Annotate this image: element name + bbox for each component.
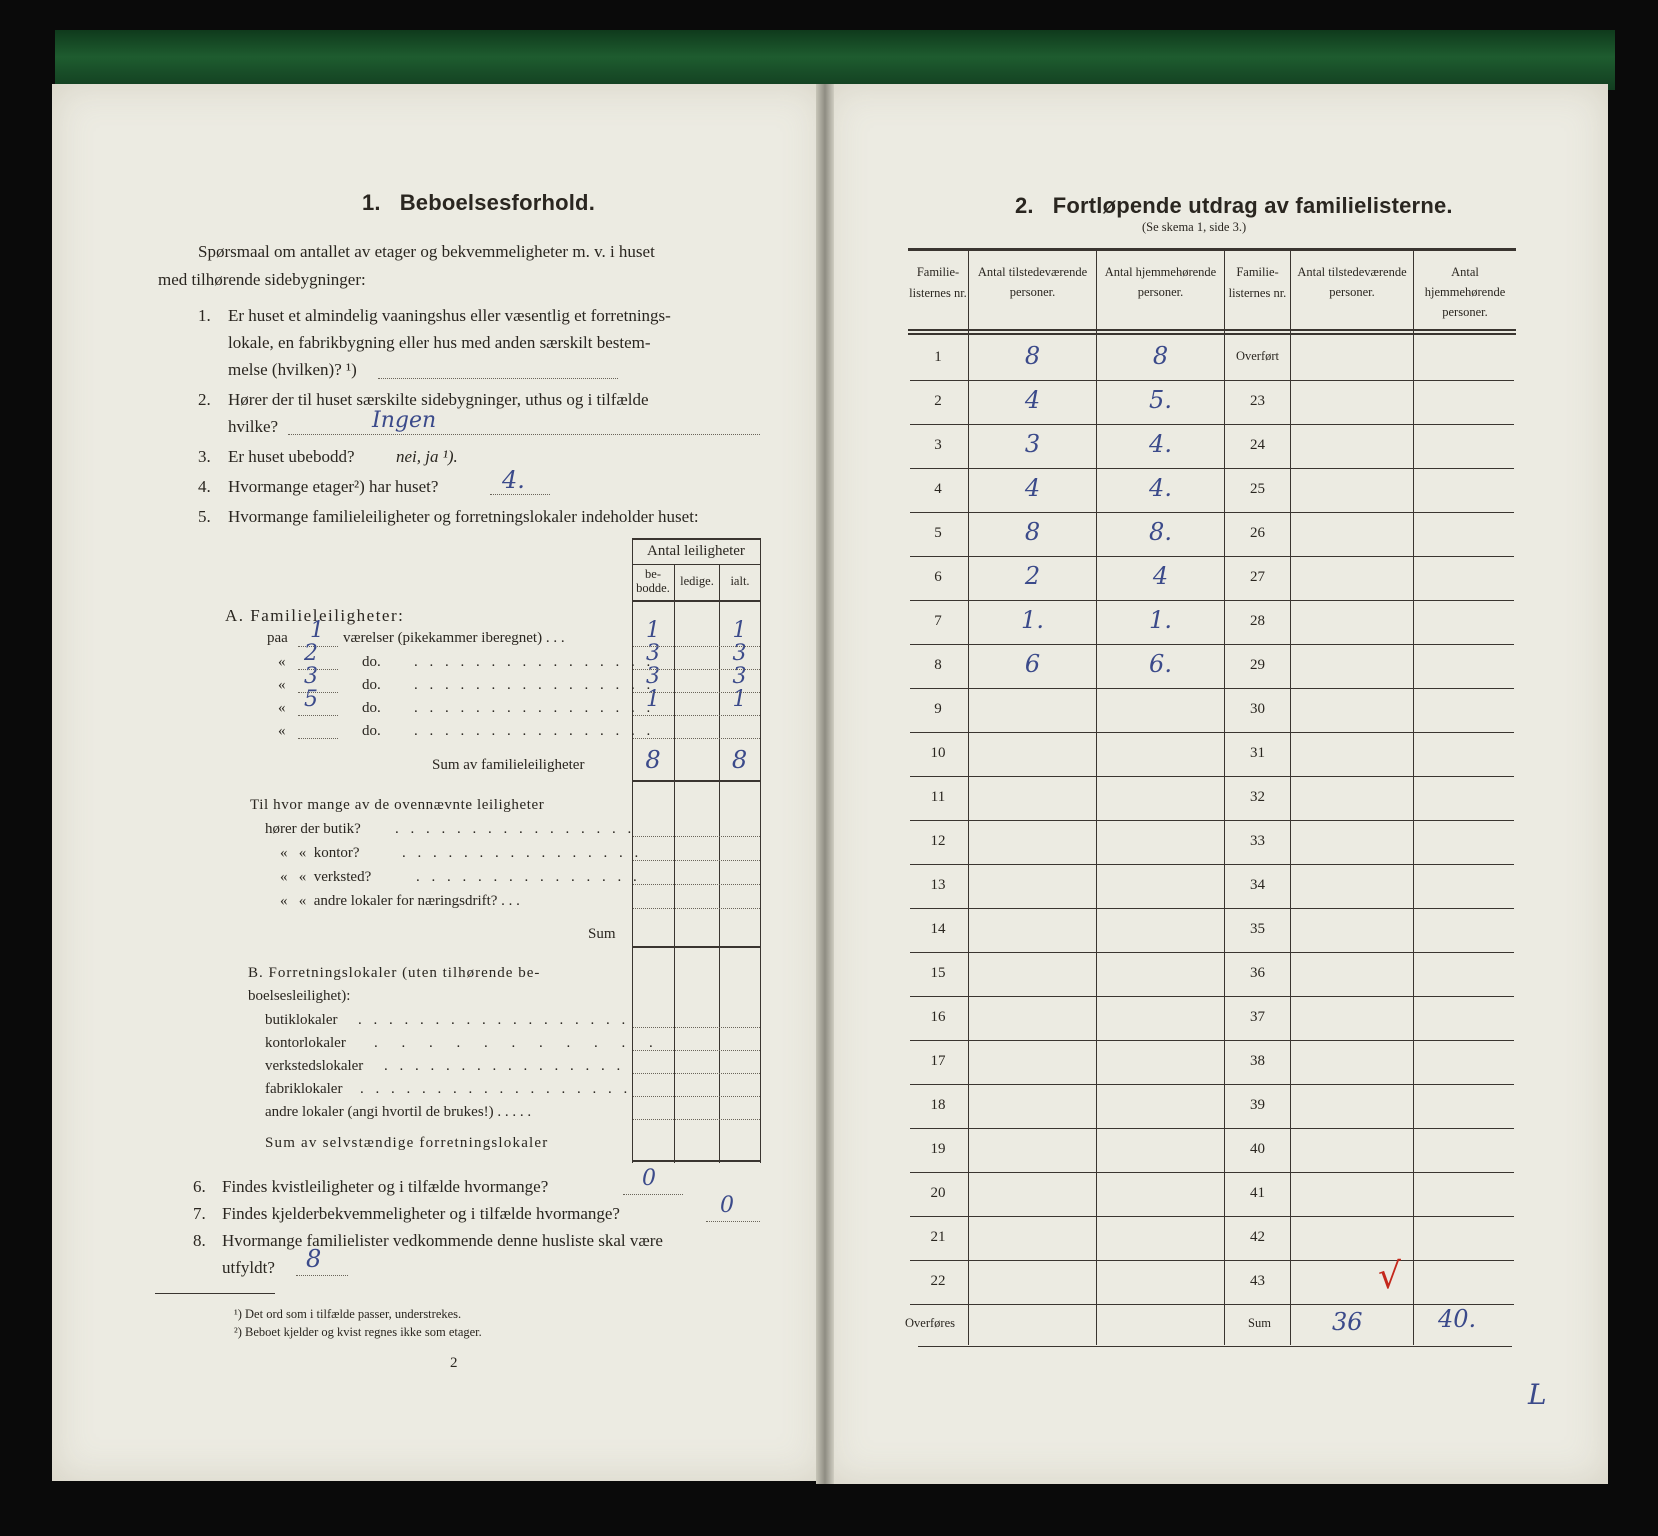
row-prefix: « [278,677,286,693]
table-row-sep [633,1096,760,1097]
extract-row-rule [910,556,1514,557]
extract-row-rule [910,1040,1514,1041]
col-bebodde-header: be-bodde. [636,567,670,595]
extract-row-rule [910,1084,1514,1085]
row-nr-right: 39 [1250,1097,1265,1113]
row-nr-right: 26 [1250,525,1265,541]
extract-row-rule [910,380,1514,381]
table-row-sep [633,1050,760,1051]
row-nr-left: 22 [930,1273,946,1289]
q3-number: 3. [198,447,211,466]
rooms-value: 2 [304,641,318,666]
sum-tilst-value: 36 [1332,1308,1363,1336]
row-nr-left: 10 [930,745,946,761]
intro-line-1: Spørsmaal om antallet av etager og bekvemmeligheter m. v. i huset [198,242,655,261]
row-prefix: « [278,700,286,716]
leader-dots: . . . . . . . . . . . . . . . . . . [360,1081,632,1097]
q3-options: nei, ja ¹). [396,447,458,466]
row-nr-left: 6 [934,569,942,585]
ialt-value: 1 [732,618,747,643]
row-nr-left: 2 [934,393,942,409]
extract-vline [968,250,969,1345]
row-nr-right: 29 [1250,657,1265,673]
footnote-1: ¹) Det ord som i tilfælde passer, understrekes. [234,1307,462,1321]
extract-bottom-rule [918,1346,1512,1347]
row-hjem-value: 5. [1149,386,1172,414]
section-2-title [1015,193,1453,219]
bebodde-value: 1 [646,687,660,712]
row-nr-right: 40 [1250,1141,1265,1157]
section-1-title [362,190,595,216]
row-hjem-value: 8 [1152,342,1169,370]
row-hjem-value: 6. [1149,650,1172,678]
extract-row-rule [910,776,1514,777]
row-nr-left: 15 [930,965,946,981]
extract-row-rule [910,424,1514,425]
rooms-dotline [298,738,338,739]
row-label: værelser (pikekammer iberegnet) . . . [343,630,565,646]
section-b-sum-label: Sum av selvstændige forretningslokaler [265,1135,549,1151]
q7-text: Findes kjelderbekvemmeligheter og i tilfælde hvormange? [222,1204,620,1223]
extract-row-rule [910,732,1514,733]
row-nr-left: 14 [930,921,946,937]
ialt-value: 3 [732,641,747,666]
table-group-header: Antal leiligheter [647,543,745,559]
leader-dots: . . . . . . . . . . . . . . . . [414,654,655,670]
header-tilst-right: Antal tilstedeværende personer. [1297,265,1407,299]
extract-table-header-rule [908,329,1516,331]
q7-number: 7. [193,1204,206,1223]
q5-number: 5. [198,507,211,526]
row-nr-right: 25 [1250,481,1265,497]
table-row-sep [633,836,760,837]
section-b-row: andre lokaler (angi hvortil de brukes!) . . . . . [265,1104,532,1120]
q1-answer-line [378,378,618,379]
leader-dots: . . . . . . . . . . . [374,1035,663,1051]
q1-line-3: melse (hvilken)? ¹) [228,360,357,379]
extract-row-rule [910,1304,1514,1305]
leader-dots: . . . . . . . . . . . . . . . . [384,1058,625,1074]
table-row-sep [633,715,760,716]
q8-answer-line [296,1275,348,1276]
shops-row-verksted: « « verksted? [280,869,372,885]
row-nr-right: 33 [1250,833,1265,849]
row-nr-right: 23 [1250,393,1265,409]
row-hjem-value: 4 [1152,562,1169,590]
table-top-rule [632,538,760,540]
row-nr-left: 17 [930,1053,946,1069]
table-row-sep [633,860,760,861]
row-nr-left: 4 [934,481,942,497]
extract-row-rule [910,996,1514,997]
row-nr-left: 21 [930,1229,946,1245]
q4-text: Hvormange etager²) har huset? [228,477,439,496]
sum-ialt-value: 8 [731,746,748,774]
extract-row-rule [910,644,1514,645]
q4-number: 4. [198,477,211,496]
header-tilst-left: Antal tilstedeværende personer. [977,265,1088,299]
row-nr-left: 1 [934,349,942,365]
extract-row-rule [910,864,1514,865]
table-row-sep [633,669,760,670]
extract-row-rule [910,952,1514,953]
header-nr-right: Familie-listernes nr. [1228,265,1287,300]
table-row-sep [633,738,760,739]
rooms-value: 5 [304,687,318,712]
extract-row-rule [910,1216,1514,1217]
extract-row-rule [910,468,1514,469]
col-ledige-header: ledige. [680,574,714,588]
table-row-sep [633,908,760,909]
shops-intro: Til hvor mange av de ovennævnte leiligheter [250,797,545,813]
row-nr-left: 16 [930,1009,946,1025]
bebodde-value: 1 [646,618,660,643]
extract-row-rule [910,512,1514,513]
row-nr-left: 7 [934,613,942,629]
row-nr-right: 36 [1250,965,1265,981]
leader-dots: . . . . . . . . . . . . . . . [416,869,641,885]
section-b-row: verkstedslokaler [265,1058,364,1074]
corner-mark: L [1528,1378,1547,1411]
shops-row-butik: hører der butik? [265,821,361,837]
row-nr-right: 35 [1250,921,1265,937]
sum-familieleiligheter-label: Sum av familieleiligheter [432,757,585,773]
section-b-row: fabriklokaler [265,1081,343,1097]
check-mark: √ [1378,1256,1401,1297]
q2-answer: Ingen [372,408,437,433]
extract-vline [1290,250,1291,1345]
row-nr-left: 11 [930,789,946,805]
shops-row-kontor: « « kontor? [280,845,360,861]
row-tilst-value: 8 [1024,342,1041,370]
leader-dots: . . . . . . . . . . . . . . . . [395,821,636,837]
extract-row-rule [910,600,1514,601]
row-nr-left: 20 [930,1185,946,1201]
table-header-bottom-rule [632,600,760,602]
section-2-subtitle: (Se skema 1, side 3.) [1142,220,1247,234]
col-ialt-header: ialt. [730,574,750,588]
row-label: do. [362,700,381,716]
sum-hjem-value: 40. [1438,1305,1477,1333]
table-subheader-rule [632,564,760,565]
q2-line-2: hvilke? [228,417,279,436]
row-nr-left: 9 [934,701,942,717]
rooms-value: 1 [310,618,324,643]
row-tilst-value: 4 [1024,386,1041,414]
section-a-title: A. Familieleiligheter: [225,606,405,625]
extract-row-rule [910,1128,1514,1129]
shops-sum-label: Sum [588,926,616,942]
sum-a-rule [632,780,760,782]
row-nr-right: 34 [1250,877,1265,893]
ialt-value: 1 [732,687,747,712]
bebodde-value: 3 [646,664,660,689]
section-number: 2. [1015,193,1034,218]
row-nr-left: 3 [934,437,942,453]
section-title-text: Fortløpende utdrag av familielisterne. [1052,193,1453,218]
leader-dots: . . . . . . . . . . . . . . . . . . [358,1012,630,1028]
rooms-value: 3 [304,664,318,689]
row-hjem-value: 4. [1149,430,1172,458]
q8-line-1: Hvormange familielister vedkommende denne husliste skal være [222,1231,663,1250]
row-nr-left: 5 [934,525,942,541]
row-nr-left: 12 [930,833,946,849]
q1-number: 1. [198,306,211,325]
header-hjem-right: Antal hjemmehørende personer. [1424,265,1506,319]
q4-answer-line [490,494,550,495]
ialt-value: 3 [732,664,747,689]
row-nr-left: 8 [934,657,942,673]
q4-answer: 4. [502,466,525,494]
row-hjem-value: 4. [1149,474,1172,502]
row-nr-right: 24 [1250,437,1265,453]
row-hjem-value: 8. [1149,518,1172,546]
extract-table-top-rule [908,248,1516,251]
row-nr-right: Overført [1235,349,1280,363]
footer-overfores: Overføres [905,1316,955,1330]
shops-row-andre: « « andre lokaler for næringsdrift? . . . [280,893,520,909]
table-row-sep [633,1027,760,1028]
q2-number: 2. [198,390,211,409]
row-tilst-value: 4 [1024,474,1041,502]
bebodde-value: 3 [646,641,660,666]
extract-table-header-rule-2 [908,333,1516,335]
q3-text: Er huset ubebodd? [228,447,355,466]
intro-line-2: med tilhørende sidebygninger: [158,270,366,289]
row-nr-right: 32 [1250,789,1265,805]
q8-answer: 8 [306,1245,322,1273]
sum-bebodde-value: 8 [645,746,661,774]
row-prefix: paa [267,630,288,646]
row-tilst-value: 6 [1024,650,1041,678]
row-prefix: « [278,723,286,739]
row-nr-right: 28 [1250,613,1265,629]
extract-row-rule [910,688,1514,689]
row-tilst-value: 1. [1021,606,1044,634]
rooms-dotline [298,715,338,716]
q2-answer-line [288,434,760,435]
row-nr-left: 18 [930,1097,946,1113]
q8-number: 8. [193,1231,206,1250]
left-page [52,84,824,1481]
extract-row-rule [910,1260,1514,1261]
leader-dots: . . . . . . . . . . . . . . . . [414,723,655,739]
q5-text: Hvormange familieleiligheter og forretningslokaler indeholder huset: [228,507,699,526]
page-number: 2 [450,1355,458,1371]
row-tilst-value: 3 [1024,430,1041,458]
section-b-row: kontorlokaler [265,1035,346,1051]
section-b-row: butiklokaler [265,1012,338,1028]
extract-vline [1096,250,1097,1345]
leader-dots: . . . . . . . . . . . . . . . . [402,845,643,861]
row-nr-right: 42 [1250,1229,1265,1245]
row-nr-left: 13 [930,877,946,893]
sum-shops-rule [632,946,760,948]
row-nr-right: 37 [1250,1009,1265,1025]
table-row-sep [633,646,760,647]
row-nr-right: 30 [1250,701,1265,717]
row-label: do. [362,654,381,670]
table-row-sep [633,884,760,885]
row-nr-right: 38 [1250,1053,1265,1069]
archive-background-band [55,30,1615,90]
row-nr-left: 19 [930,1141,946,1157]
extract-row-rule [910,820,1514,821]
row-tilst-value: 8 [1024,518,1041,546]
section-b-title-1: B. Forretningslokaler (uten tilhørende be- [248,965,541,981]
row-label: do. [362,677,381,693]
q1-line-1: Er huset et almindelig vaaningshus eller væsentlig et forretnings- [228,306,671,325]
extract-row-rule [910,1172,1514,1173]
row-prefix: « [278,654,286,670]
q7-answer-line [706,1221,760,1222]
section-b-title-2: boelsesleilighet): [248,988,351,1004]
sum-b-rule [632,1160,760,1162]
row-nr-right: 31 [1250,745,1265,761]
extract-row-rule [910,908,1514,909]
section-number: 1. [362,190,381,215]
header-nr-left: Familie-listernes nr. [909,265,967,300]
footer-sum: Sum [1248,1316,1271,1330]
row-hjem-value: 1. [1149,606,1172,634]
table-row-sep [633,1119,760,1120]
q6-number: 6. [193,1177,206,1196]
q1-line-2: lokale, en fabrikbygning eller hus med anden særskilt bestem- [228,333,651,352]
book-spine [816,84,834,1484]
footnote-2: ²) Beboet kjelder og kvist regnes ikke som etager. [234,1325,482,1339]
row-tilst-value: 2 [1024,562,1041,590]
extract-vline [1413,250,1414,1345]
q6-answer-line [623,1194,683,1195]
leader-dots: . . . . . . . . . . . . . . . . [414,677,655,693]
section-title-text: Beboelsesforhold. [399,190,596,215]
row-nr-right: 43 [1250,1273,1265,1289]
table-row-sep [633,692,760,693]
q6-answer: 0 [642,1166,656,1191]
q8-line-2: utfyldt? [222,1258,275,1277]
table-vline-4 [760,538,761,1163]
q6-text: Findes kvistleiligheter og i tilfælde hvormange? [222,1177,549,1196]
table-row-sep [633,1073,760,1074]
footnote-rule [155,1293,275,1294]
leader-dots: . . . . . . . . . . . . . . . . [414,700,655,716]
row-nr-right: 27 [1250,569,1265,585]
q7-answer: 0 [720,1193,734,1218]
header-hjem-left: Antal hjemmehørende personer. [1104,265,1217,299]
row-label: do. [362,723,381,739]
row-nr-right: 41 [1250,1185,1265,1201]
q2-line-1: Hører der til huset særskilte sidebygninger, uthus og i tilfælde [228,390,649,409]
